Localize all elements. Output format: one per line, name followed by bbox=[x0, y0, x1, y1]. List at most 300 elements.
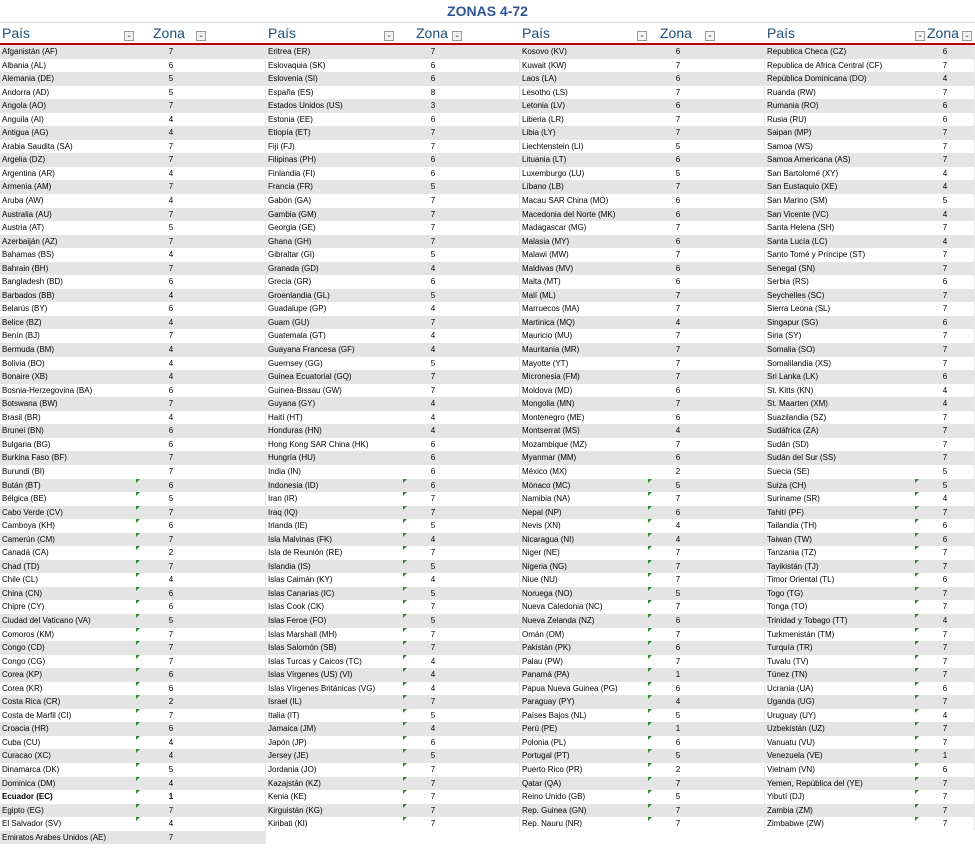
filter-dropdown-country-icon[interactable]: ⌄ bbox=[384, 31, 394, 41]
table-row[interactable] bbox=[765, 709, 975, 723]
table-row[interactable] bbox=[520, 343, 765, 357]
table-row[interactable] bbox=[0, 153, 266, 167]
table-row[interactable] bbox=[765, 519, 975, 533]
table-row[interactable] bbox=[520, 777, 765, 791]
table-row[interactable] bbox=[520, 221, 765, 235]
table-row[interactable] bbox=[0, 831, 266, 845]
table-row[interactable] bbox=[266, 519, 520, 533]
table-row[interactable] bbox=[765, 804, 975, 818]
table-row[interactable] bbox=[266, 329, 520, 343]
table-row[interactable] bbox=[765, 45, 975, 59]
table-row[interactable] bbox=[266, 655, 520, 669]
table-row[interactable] bbox=[266, 682, 520, 696]
table-row[interactable] bbox=[266, 804, 520, 818]
table-row[interactable] bbox=[266, 140, 520, 154]
table-row[interactable] bbox=[266, 126, 520, 140]
country-cell: Kiribati (KI) bbox=[268, 819, 308, 829]
table-row[interactable] bbox=[266, 289, 520, 303]
zone-cell: 5 bbox=[430, 561, 436, 571]
table-row[interactable] bbox=[520, 208, 765, 222]
zone-cell: 7 bbox=[675, 494, 681, 504]
table-row[interactable] bbox=[520, 126, 765, 140]
cell-note-marker bbox=[915, 492, 919, 496]
table-row[interactable] bbox=[765, 722, 975, 736]
table-row[interactable] bbox=[765, 438, 975, 452]
table-row[interactable] bbox=[765, 126, 975, 140]
table-row[interactable] bbox=[520, 45, 765, 59]
country-cell: Niue (NU) bbox=[522, 575, 558, 585]
zone-cell: 6 bbox=[675, 643, 681, 653]
filter-dropdown-country-icon[interactable]: ⌄ bbox=[124, 31, 134, 41]
table-row[interactable] bbox=[765, 777, 975, 791]
filter-dropdown-zone-icon[interactable]: ⌄ bbox=[196, 31, 206, 41]
table-row[interactable] bbox=[765, 736, 975, 750]
table-row[interactable] bbox=[765, 479, 975, 493]
table-row[interactable] bbox=[520, 316, 765, 330]
table-row[interactable] bbox=[266, 614, 520, 628]
table-row[interactable] bbox=[0, 506, 266, 520]
table-row[interactable] bbox=[0, 560, 266, 574]
table-row[interactable] bbox=[266, 221, 520, 235]
table-row[interactable] bbox=[520, 763, 765, 777]
table-row[interactable] bbox=[0, 329, 266, 343]
cell-note-marker bbox=[648, 587, 652, 591]
table-row[interactable] bbox=[765, 262, 975, 276]
country-cell: Islas Caimán (KY) bbox=[268, 575, 333, 585]
table-row[interactable] bbox=[0, 45, 266, 59]
table-row[interactable] bbox=[0, 641, 266, 655]
table-row[interactable] bbox=[765, 560, 975, 574]
table-row[interactable] bbox=[520, 194, 765, 208]
table-row[interactable] bbox=[0, 628, 266, 642]
table-row[interactable] bbox=[520, 614, 765, 628]
table-row[interactable] bbox=[0, 86, 266, 100]
table-row[interactable] bbox=[266, 628, 520, 642]
table-row[interactable] bbox=[765, 682, 975, 696]
table-row[interactable] bbox=[266, 86, 520, 100]
table-row[interactable] bbox=[266, 235, 520, 249]
table-row[interactable] bbox=[0, 208, 266, 222]
table-row[interactable] bbox=[765, 140, 975, 154]
table-row[interactable] bbox=[765, 167, 975, 181]
table-row[interactable] bbox=[0, 397, 266, 411]
table-row[interactable] bbox=[266, 587, 520, 601]
filter-dropdown-country-icon[interactable]: ⌄ bbox=[915, 31, 925, 41]
table-row[interactable] bbox=[266, 451, 520, 465]
table-row[interactable] bbox=[0, 763, 266, 777]
country-cell: Zimbabwe (ZW) bbox=[767, 819, 824, 829]
table-row[interactable] bbox=[520, 506, 765, 520]
country-cell: Cabo Verde (CV) bbox=[2, 507, 63, 517]
table-row[interactable] bbox=[765, 208, 975, 222]
table-row[interactable] bbox=[266, 736, 520, 750]
filter-dropdown-zone-icon[interactable]: ⌄ bbox=[705, 31, 715, 41]
zone-cell: 7 bbox=[675, 290, 681, 300]
table-row[interactable] bbox=[0, 614, 266, 628]
table-row[interactable] bbox=[765, 546, 975, 560]
table-row[interactable] bbox=[0, 465, 266, 479]
table-row[interactable] bbox=[520, 424, 765, 438]
table-row[interactable] bbox=[520, 628, 765, 642]
table-row[interactable] bbox=[0, 194, 266, 208]
table-row[interactable] bbox=[0, 736, 266, 750]
table-row[interactable] bbox=[0, 587, 266, 601]
table-row[interactable] bbox=[0, 72, 266, 86]
cell-note-marker bbox=[648, 817, 652, 821]
table-row[interactable] bbox=[765, 153, 975, 167]
zone-cell: 7 bbox=[675, 629, 681, 639]
table-row[interactable] bbox=[266, 167, 520, 181]
table-row[interactable] bbox=[0, 777, 266, 791]
country-cell: Isla de Reunión (RE) bbox=[268, 548, 343, 558]
table-row[interactable] bbox=[520, 113, 765, 127]
table-row[interactable] bbox=[765, 411, 975, 425]
table-row[interactable] bbox=[266, 343, 520, 357]
table-row[interactable] bbox=[520, 384, 765, 398]
zone-cell: 7 bbox=[430, 778, 436, 788]
table-row[interactable] bbox=[266, 357, 520, 371]
table-row[interactable] bbox=[765, 370, 975, 384]
table-row[interactable] bbox=[266, 641, 520, 655]
filter-dropdown-zone-icon[interactable]: ⌄ bbox=[452, 31, 462, 41]
table-row[interactable] bbox=[765, 763, 975, 777]
zone-cell: 4 bbox=[430, 263, 436, 273]
zone-cell: 6 bbox=[168, 304, 174, 314]
table-row[interactable] bbox=[520, 492, 765, 506]
table-row[interactable] bbox=[520, 86, 765, 100]
cell-note-marker bbox=[915, 777, 919, 781]
table-row[interactable] bbox=[0, 262, 266, 276]
table-row[interactable] bbox=[266, 275, 520, 289]
table-row[interactable] bbox=[266, 600, 520, 614]
table-row[interactable] bbox=[765, 628, 975, 642]
country-cell: Iraq (IQ) bbox=[268, 507, 298, 517]
table-row[interactable] bbox=[266, 316, 520, 330]
zone-cell: 2 bbox=[168, 548, 174, 558]
table-row[interactable] bbox=[520, 289, 765, 303]
table-row[interactable] bbox=[266, 763, 520, 777]
table-row[interactable] bbox=[520, 275, 765, 289]
table-row[interactable] bbox=[520, 533, 765, 547]
table-row[interactable] bbox=[266, 506, 520, 520]
country-cell: Islas Cook (CK) bbox=[268, 602, 325, 612]
country-cell: Bélgica (BE) bbox=[2, 494, 47, 504]
table-row[interactable] bbox=[0, 343, 266, 357]
header-country-label: País bbox=[2, 25, 31, 41]
table-row[interactable] bbox=[520, 722, 765, 736]
table-row[interactable] bbox=[520, 587, 765, 601]
table-row[interactable] bbox=[0, 302, 266, 316]
table-row[interactable] bbox=[520, 329, 765, 343]
table-row[interactable] bbox=[0, 438, 266, 452]
table-row[interactable] bbox=[520, 59, 765, 73]
table-row[interactable] bbox=[266, 709, 520, 723]
table-row[interactable] bbox=[520, 72, 765, 86]
table-row[interactable] bbox=[0, 655, 266, 669]
table-row[interactable] bbox=[765, 86, 975, 100]
table-row[interactable] bbox=[266, 262, 520, 276]
table-row[interactable] bbox=[520, 370, 765, 384]
table-row[interactable] bbox=[266, 749, 520, 763]
table-row[interactable] bbox=[520, 641, 765, 655]
country-cell: Montenegro (ME) bbox=[522, 412, 585, 422]
table-row[interactable] bbox=[266, 113, 520, 127]
table-row[interactable] bbox=[0, 817, 266, 831]
table-row[interactable] bbox=[765, 329, 975, 343]
table-row[interactable] bbox=[0, 113, 266, 127]
table-row[interactable] bbox=[0, 235, 266, 249]
table-row[interactable] bbox=[765, 180, 975, 194]
table-row[interactable] bbox=[765, 397, 975, 411]
country-cell: Nepal (NP) bbox=[522, 507, 562, 517]
table-row[interactable] bbox=[765, 668, 975, 682]
table-row[interactable] bbox=[0, 492, 266, 506]
table-row[interactable] bbox=[0, 682, 266, 696]
table-row[interactable] bbox=[266, 424, 520, 438]
table-row[interactable] bbox=[0, 533, 266, 547]
table-row[interactable] bbox=[765, 749, 975, 763]
table-row[interactable] bbox=[266, 302, 520, 316]
table-row[interactable] bbox=[520, 519, 765, 533]
table-row[interactable] bbox=[520, 709, 765, 723]
table-row[interactable] bbox=[0, 59, 266, 73]
zone-cell: 4 bbox=[168, 575, 174, 585]
table-row[interactable] bbox=[520, 235, 765, 249]
table-row[interactable] bbox=[765, 302, 975, 316]
table-row[interactable] bbox=[266, 479, 520, 493]
table-row[interactable] bbox=[266, 695, 520, 709]
table-row[interactable] bbox=[0, 370, 266, 384]
table-row[interactable] bbox=[266, 411, 520, 425]
table-row[interactable] bbox=[266, 72, 520, 86]
table-row[interactable] bbox=[520, 804, 765, 818]
zone-cell: 7 bbox=[168, 331, 174, 341]
table-row[interactable] bbox=[0, 384, 266, 398]
table-row[interactable] bbox=[765, 790, 975, 804]
table-row[interactable] bbox=[266, 194, 520, 208]
table-row[interactable] bbox=[765, 451, 975, 465]
table-row[interactable] bbox=[765, 384, 975, 398]
table-row[interactable] bbox=[765, 289, 975, 303]
table-row[interactable] bbox=[520, 546, 765, 560]
table-row[interactable] bbox=[765, 465, 975, 479]
cell-note-marker bbox=[403, 560, 407, 564]
table-row[interactable] bbox=[520, 573, 765, 587]
country-cell: Guyana (GY) bbox=[268, 399, 316, 409]
table-row[interactable] bbox=[520, 167, 765, 181]
zone-cell: 4 bbox=[675, 534, 681, 544]
table-row[interactable] bbox=[520, 682, 765, 696]
zone-cell: 6 bbox=[430, 60, 436, 70]
table-row[interactable] bbox=[765, 316, 975, 330]
table-row[interactable] bbox=[0, 722, 266, 736]
table-row[interactable] bbox=[266, 370, 520, 384]
table-row[interactable] bbox=[765, 357, 975, 371]
table-row[interactable] bbox=[765, 817, 975, 831]
table-row[interactable] bbox=[765, 587, 975, 601]
table-row[interactable] bbox=[520, 451, 765, 465]
zone-cell: 7 bbox=[942, 697, 948, 707]
table-row[interactable] bbox=[266, 492, 520, 506]
table-row[interactable] bbox=[266, 438, 520, 452]
table-row[interactable] bbox=[0, 289, 266, 303]
country-cell: Libia (LY) bbox=[522, 128, 556, 138]
table-row[interactable] bbox=[0, 668, 266, 682]
table-row[interactable] bbox=[0, 790, 266, 804]
table-row[interactable] bbox=[520, 262, 765, 276]
table-row[interactable] bbox=[520, 99, 765, 113]
zone-cell: 6 bbox=[675, 453, 681, 463]
country-cell: Turkmenistán (TM) bbox=[767, 629, 835, 639]
table-row[interactable] bbox=[0, 804, 266, 818]
table-row[interactable] bbox=[266, 560, 520, 574]
table-row[interactable] bbox=[765, 573, 975, 587]
table-row[interactable] bbox=[0, 695, 266, 709]
table-row[interactable] bbox=[520, 600, 765, 614]
table-row[interactable] bbox=[765, 221, 975, 235]
table-row[interactable] bbox=[0, 411, 266, 425]
table-row[interactable] bbox=[0, 573, 266, 587]
table-row[interactable] bbox=[765, 655, 975, 669]
table-row[interactable] bbox=[0, 749, 266, 763]
table-row[interactable] bbox=[0, 546, 266, 560]
table-row[interactable] bbox=[0, 357, 266, 371]
zone-cell: 1 bbox=[675, 670, 681, 680]
table-row[interactable] bbox=[266, 384, 520, 398]
table-row[interactable] bbox=[520, 736, 765, 750]
table-row[interactable] bbox=[765, 248, 975, 262]
table-row[interactable] bbox=[266, 59, 520, 73]
country-cell: Cuba (CU) bbox=[2, 737, 41, 747]
country-cell: Estados Unidos (US) bbox=[268, 101, 343, 111]
table-row[interactable] bbox=[520, 465, 765, 479]
table-row[interactable] bbox=[765, 113, 975, 127]
table-row[interactable] bbox=[765, 695, 975, 709]
country-cell: El Salvador (SV) bbox=[2, 819, 62, 829]
table-row[interactable] bbox=[266, 777, 520, 791]
table-row[interactable] bbox=[0, 479, 266, 493]
cell-note-marker bbox=[136, 695, 140, 699]
table-row[interactable] bbox=[765, 194, 975, 208]
zone-cell: 7 bbox=[942, 629, 948, 639]
table-row[interactable] bbox=[0, 451, 266, 465]
cell-note-marker bbox=[403, 695, 407, 699]
country-cell: Bonaire (XB) bbox=[2, 372, 48, 382]
table-row[interactable] bbox=[765, 506, 975, 520]
table-row[interactable] bbox=[0, 221, 266, 235]
table-row[interactable] bbox=[266, 546, 520, 560]
zone-cell: 6 bbox=[675, 385, 681, 395]
table-row[interactable] bbox=[520, 153, 765, 167]
table-row[interactable] bbox=[765, 492, 975, 506]
table-row[interactable] bbox=[0, 248, 266, 262]
table-row[interactable] bbox=[520, 397, 765, 411]
table-row[interactable] bbox=[520, 248, 765, 262]
table-row[interactable] bbox=[266, 45, 520, 59]
table-row[interactable] bbox=[520, 180, 765, 194]
table-row[interactable] bbox=[765, 533, 975, 547]
table-row[interactable] bbox=[266, 99, 520, 113]
table-row[interactable] bbox=[0, 140, 266, 154]
table-row[interactable] bbox=[266, 790, 520, 804]
table-row[interactable] bbox=[765, 72, 975, 86]
table-row[interactable] bbox=[0, 424, 266, 438]
table-row[interactable] bbox=[266, 248, 520, 262]
table-row[interactable] bbox=[520, 668, 765, 682]
table-row[interactable] bbox=[765, 641, 975, 655]
table-row[interactable] bbox=[520, 560, 765, 574]
table-row[interactable] bbox=[765, 235, 975, 249]
table-row[interactable] bbox=[765, 424, 975, 438]
table-row[interactable] bbox=[266, 668, 520, 682]
cell-note-marker bbox=[403, 600, 407, 604]
table-row[interactable] bbox=[266, 465, 520, 479]
zone-cell: 7 bbox=[942, 737, 948, 747]
table-row[interactable] bbox=[765, 343, 975, 357]
table-row[interactable] bbox=[0, 126, 266, 140]
country-cell: Ciudad del Vaticano (VA) bbox=[2, 615, 91, 625]
country-cell: Republica Checa (CZ) bbox=[767, 47, 847, 56]
zone-cell: 7 bbox=[675, 223, 681, 233]
table-row[interactable] bbox=[765, 275, 975, 289]
table-row[interactable] bbox=[0, 275, 266, 289]
table-row[interactable] bbox=[266, 180, 520, 194]
table-row[interactable] bbox=[0, 519, 266, 533]
cell-note-marker bbox=[915, 479, 919, 483]
table-row[interactable] bbox=[266, 817, 520, 831]
table-row[interactable] bbox=[520, 438, 765, 452]
table-row[interactable] bbox=[765, 99, 975, 113]
table-row[interactable] bbox=[266, 722, 520, 736]
table-row[interactable] bbox=[520, 479, 765, 493]
filter-dropdown-country-icon[interactable]: ⌄ bbox=[637, 31, 647, 41]
table-row[interactable] bbox=[520, 817, 765, 831]
table-row[interactable] bbox=[0, 709, 266, 723]
table-row[interactable] bbox=[520, 655, 765, 669]
cell-note-marker bbox=[648, 492, 652, 496]
country-cell: Costa de Marfil (CI) bbox=[2, 710, 72, 720]
table-row[interactable] bbox=[520, 695, 765, 709]
table-row[interactable] bbox=[520, 749, 765, 763]
table-row[interactable] bbox=[0, 167, 266, 181]
table-row[interactable] bbox=[765, 614, 975, 628]
table-row[interactable] bbox=[266, 153, 520, 167]
country-cell: Mauricio (MU) bbox=[522, 331, 573, 341]
table-row[interactable] bbox=[765, 600, 975, 614]
zone-cell: 3 bbox=[430, 101, 436, 111]
zone-cell: 4 bbox=[430, 724, 436, 734]
cell-note-marker bbox=[403, 709, 407, 713]
zone-cell: 6 bbox=[942, 683, 948, 693]
country-cell: Santa Lucía (LC) bbox=[767, 236, 828, 246]
table-row[interactable] bbox=[0, 180, 266, 194]
table-row[interactable] bbox=[266, 573, 520, 587]
filter-dropdown-zone-icon[interactable]: ⌄ bbox=[962, 31, 972, 41]
table-row[interactable] bbox=[266, 397, 520, 411]
table-row[interactable] bbox=[520, 357, 765, 371]
table-row[interactable] bbox=[765, 59, 975, 73]
table-row[interactable] bbox=[0, 316, 266, 330]
table-row[interactable] bbox=[0, 600, 266, 614]
table-row[interactable] bbox=[0, 99, 266, 113]
table-row[interactable] bbox=[266, 208, 520, 222]
table-row[interactable] bbox=[520, 411, 765, 425]
cell-note-marker bbox=[915, 804, 919, 808]
table-row[interactable] bbox=[520, 302, 765, 316]
table-row[interactable] bbox=[266, 533, 520, 547]
table-row[interactable] bbox=[520, 790, 765, 804]
table-row[interactable] bbox=[520, 140, 765, 154]
